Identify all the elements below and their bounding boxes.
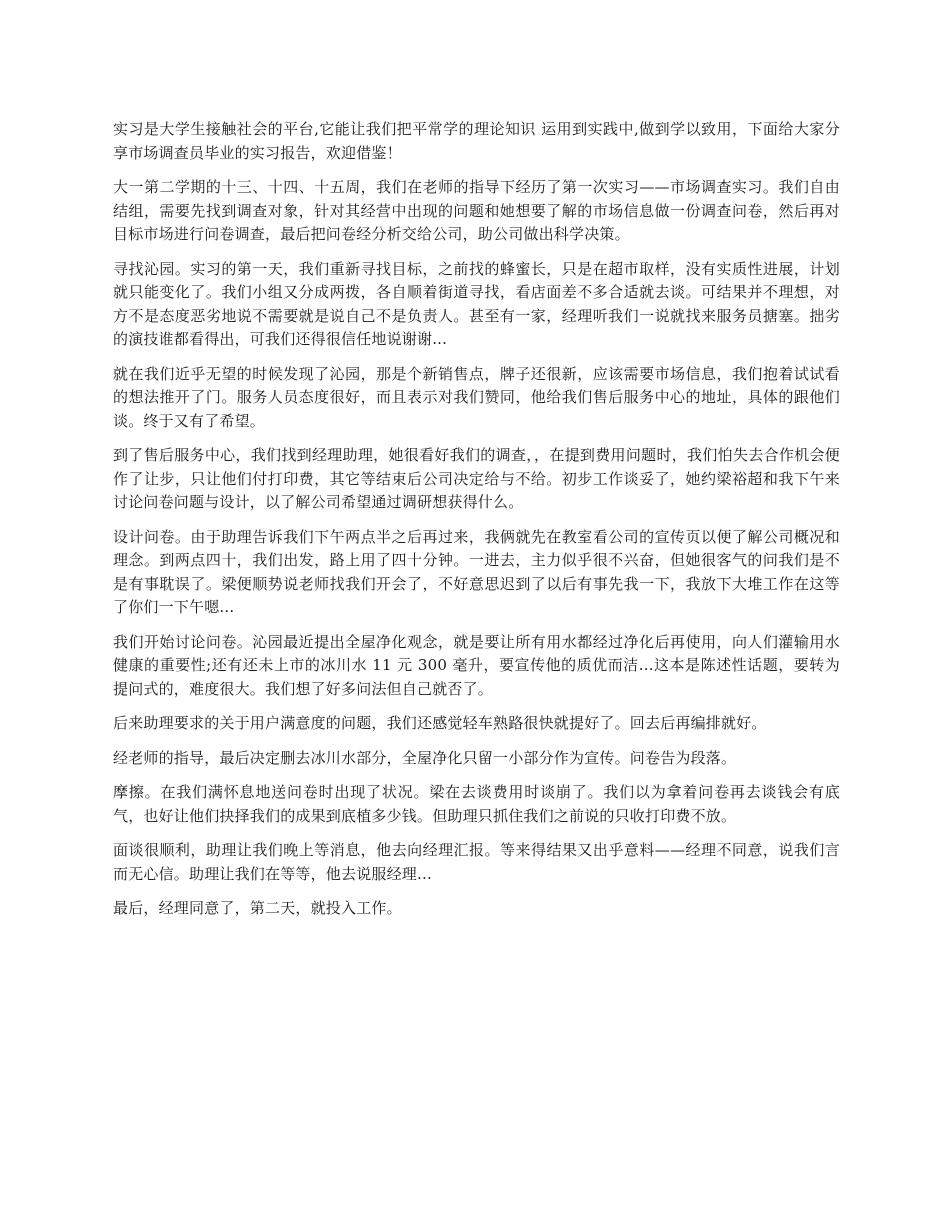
paragraph-service-center: 到了售后服务中心，我们找到经理助理，她很看好我们的调查，，在提到费用问题时，我们怕失去合作机会便作了让步，只让他们付打印费，其它等结束后公司决定给与不给。初步工作谈妥了，她约梁裕超和我下午来讨论问卷问题与设计，以了解公司希望通过调研想获得什么。 [113, 446, 840, 511]
paragraph-background: 大一第二学期的十三、十四、十五周，我们在老师的指导下经历了第一次实习——市场调查实习。我们自由结组，需要先找到调查对象，针对其经营中出现的问题和她想要了解的市场信息做一份调查问卷，然后再对目标市场进行问卷调查，最后把问卷经分析交给公司，助公司做出科学决策。 [113, 178, 840, 243]
paragraph-design-survey: 设计问卷。由于助理告诉我们下午两点半之后再过来，我俩就先在教室看公司的宣传页以便了解公司概况和理念。到两点四十，我们出发，路上用了四十分钟。一进去，主力似乎很不兴奋，但她很客气的问我们是不是有事耽误了。梁便顺势说老师找我们开会了，不好意思迟到了以后有事先我一下，我放下大堆工作在这等了你们一下午嗯... [113, 527, 840, 616]
paragraph-conclusion: 最后，经理同意了，第二天，就投入工作。 [113, 899, 402, 917]
paragraph-satisfaction: 后来助理要求的关于用户满意度的问题，我们还感觉轻车熟路很快就提好了。回去后再编排就好。 [113, 714, 767, 732]
paragraph-discuss-survey: 我们开始讨论问卷。沁园最近提出全屋净化观念，就是要让所有用水都经过净化后再使用，向人们灌输用水健康的重要性;还有还未上市的冰川水 11 元 300 毫升，要宣传他的质优而洁...这本是陈述性话题，要转为提问式的，难度很大。我们想了好多问法但自己就否了。 [113, 632, 840, 698]
paragraph-searching: 寻找沁园。实习的第一天，我们重新寻找目标，之前找的蜂蜜长，只是在超市取样，没有实质性进展，计划就只能变化了。我们小组又分成两拨，各自顺着街道寻找，看店面差不多合适就去谈。可结果并不理想，对方不是态度恶劣地说不需要就是说自己不是负责人。甚至有一家，经理听我们一说就找来服务员搪塞。拙劣的演技谁都看得出，可我们还得很信任地说谢谢... [113, 259, 840, 348]
paragraph-interview: 面谈很顺利，助理让我们晚上等消息，他去向经理汇报。等来得结果又出乎意料——经理不同意，说我们言而无心信。助理让我们在等等，他去说服经理... [113, 841, 840, 883]
paragraph-teacher-guidance: 经老师的指导，最后决定删去冰川水部分，全屋净化只留一小部分作为宣传。问卷告为段落。 [113, 748, 737, 767]
paragraph-intro: 实习是大学生接触社会的平台,它能让我们把平常学的理论知识 运用到实践中,做到学以致用，下面给大家分享市场调查员毕业的实习报告，欢迎借鉴！ [113, 120, 840, 162]
document-body [113, 118, 840, 932]
paragraph-found-qinyuan: 就在我们近乎无望的时候发现了沁园，那是个新销售点，牌子还很新，应该需要市场信息，我们抱着试试看的想法推开了门。服务人员态度很好，而且表示对我们赞同，他给我们售后服务中心的地址，具体的跟他们谈。终于又有了希望。 [113, 364, 840, 430]
paragraph-friction: 摩擦。在我们满怀息地送问卷时出现了状况。梁在去谈费用时谈崩了。我们以为拿着问卷再去谈钱会有底气，也好让他们抉择我们的成果到底植多少钱。但助理只抓住我们之前说的只收打印费不放。 [113, 783, 840, 825]
